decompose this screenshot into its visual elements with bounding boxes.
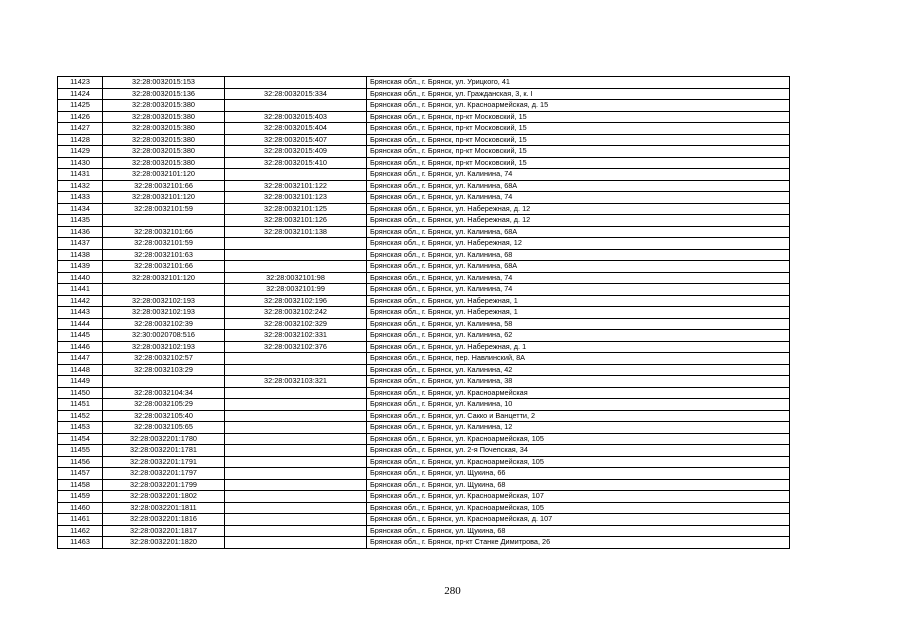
object-cadastral-number-cell: 32:28:0032101:138 xyxy=(225,226,367,238)
table-row xyxy=(58,111,790,123)
row-number-cell: 11428 xyxy=(58,134,103,146)
row-number-cell: 11459 xyxy=(58,491,103,503)
table-row xyxy=(58,180,790,192)
row-number-cell: 11424 xyxy=(58,88,103,100)
address-cell: Брянская обл., г. Брянск, ул. Калинина, 68А xyxy=(367,180,790,192)
object-cadastral-number-cell: 32:28:0032103:321 xyxy=(225,376,367,388)
address-cell: Брянская обл., г. Брянск, ул. Набережная, 12 xyxy=(367,238,790,250)
table-row xyxy=(58,387,790,399)
object-cadastral-number-cell: 32:28:0032101:125 xyxy=(225,203,367,215)
cadastral-number-cell: 32:28:0032105:65 xyxy=(103,422,225,434)
object-cadastral-number-cell xyxy=(225,468,367,480)
cadastral-number-cell: 32:28:0032015:380 xyxy=(103,111,225,123)
cadastral-number-cell xyxy=(103,215,225,227)
object-cadastral-number-cell: 32:28:0032101:123 xyxy=(225,192,367,204)
address-cell: Брянская обл., г. Брянск, ул. Красноармейская, 105 xyxy=(367,456,790,468)
object-cadastral-number-cell: 32:28:0032015:403 xyxy=(225,111,367,123)
object-cadastral-number-cell xyxy=(225,525,367,537)
address-cell: Брянская обл., г. Брянск, ул. Набережная, 1 xyxy=(367,295,790,307)
object-cadastral-number-cell xyxy=(225,456,367,468)
cadastral-number-cell: 32:28:0032201:1816 xyxy=(103,514,225,526)
address-cell: Брянская обл., г. Брянск, ул. Набережная, д. 12 xyxy=(367,215,790,227)
row-number-cell: 11433 xyxy=(58,192,103,204)
table-row xyxy=(58,307,790,319)
object-cadastral-number-cell xyxy=(225,169,367,181)
address-cell: Брянская обл., г. Брянск, ул. Красноармейская, д. 15 xyxy=(367,100,790,112)
object-cadastral-number-cell: 32:28:0032102:242 xyxy=(225,307,367,319)
address-cell: Брянская обл., г. Брянск, ул. Красноармейская, д. 107 xyxy=(367,514,790,526)
cadastral-number-cell: 32:28:0032101:120 xyxy=(103,192,225,204)
table-row xyxy=(58,238,790,250)
table-row xyxy=(58,410,790,422)
cadastral-number-cell: 32:28:0032201:1781 xyxy=(103,445,225,457)
cadastral-number-cell: 32:28:0032101:63 xyxy=(103,249,225,261)
object-cadastral-number-cell: 32:28:0032015:404 xyxy=(225,123,367,135)
table-row xyxy=(58,525,790,537)
cadastral-number-cell xyxy=(103,284,225,296)
cadastral-number-cell: 32:28:0032102:57 xyxy=(103,353,225,365)
address-cell: Брянская обл., г. Брянск, ул. Калинина, 68 xyxy=(367,249,790,261)
row-number-cell: 11448 xyxy=(58,364,103,376)
object-cadastral-number-cell xyxy=(225,364,367,376)
address-cell: Брянская обл., г. Брянск, ул. Сакко и Ванцетти, 2 xyxy=(367,410,790,422)
page-number: 280 xyxy=(444,585,461,597)
object-cadastral-number-cell xyxy=(225,238,367,250)
object-cadastral-number-cell: 32:28:0032102:329 xyxy=(225,318,367,330)
table-row xyxy=(58,215,790,227)
table-row xyxy=(58,376,790,388)
cadastral-number-cell: 32:28:0032102:193 xyxy=(103,295,225,307)
row-number-cell: 11430 xyxy=(58,157,103,169)
cadastral-number-cell: 32:28:0032201:1791 xyxy=(103,456,225,468)
row-number-cell: 11454 xyxy=(58,433,103,445)
cadastral-number-cell: 32:28:0032015:380 xyxy=(103,157,225,169)
address-cell: Брянская обл., г. Брянск, ул. Калинина, 68А xyxy=(367,261,790,273)
table-row xyxy=(58,146,790,158)
cadastral-number-cell: 32:28:0032102:39 xyxy=(103,318,225,330)
table-row xyxy=(58,203,790,215)
table-row xyxy=(58,77,790,89)
row-number-cell: 11451 xyxy=(58,399,103,411)
object-cadastral-number-cell xyxy=(225,445,367,457)
cadastral-number-cell xyxy=(103,376,225,388)
table-row xyxy=(58,330,790,342)
cadastral-number-cell: 32:28:0032015:380 xyxy=(103,134,225,146)
cadastral-number-cell: 32:28:0032101:66 xyxy=(103,261,225,273)
address-cell: Брянская обл., г. Брянск, ул. Щукина, 66 xyxy=(367,468,790,480)
object-cadastral-number-cell: 32:28:0032015:407 xyxy=(225,134,367,146)
address-cell: Брянская обл., г. Брянск, ул. Калинина, 38 xyxy=(367,376,790,388)
cadastral-number-cell: 32:28:0032201:1817 xyxy=(103,525,225,537)
table-row xyxy=(58,364,790,376)
address-cell: Брянская обл., г. Брянск, пр-кт Московский, 15 xyxy=(367,123,790,135)
address-cell: Брянская обл., г. Брянск, ул. Красноармейская xyxy=(367,387,790,399)
address-cell: Брянская обл., г. Брянск, ул. Красноармейская, 105 xyxy=(367,433,790,445)
address-cell: Брянская обл., г. Брянск, ул. Калинина, 10 xyxy=(367,399,790,411)
table-row xyxy=(58,261,790,273)
address-cell: Брянская обл., г. Брянск, ул. Калинина, 74 xyxy=(367,169,790,181)
row-number-cell: 11457 xyxy=(58,468,103,480)
row-number-cell: 11456 xyxy=(58,456,103,468)
object-cadastral-number-cell xyxy=(225,537,367,549)
table-row xyxy=(58,318,790,330)
object-cadastral-number-cell xyxy=(225,479,367,491)
cadastral-number-cell: 32:28:0032015:380 xyxy=(103,146,225,158)
object-cadastral-number-cell xyxy=(225,491,367,503)
row-number-cell: 11455 xyxy=(58,445,103,457)
object-cadastral-number-cell: 32:28:0032101:99 xyxy=(225,284,367,296)
address-cell: Брянская обл., г. Брянск, ул. Щукина, 68 xyxy=(367,525,790,537)
table-row xyxy=(58,192,790,204)
table-row xyxy=(58,169,790,181)
object-cadastral-number-cell: 32:28:0032015:334 xyxy=(225,88,367,100)
address-cell: Брянская обл., г. Брянск, пр-кт Станке Димитрова, 26 xyxy=(367,537,790,549)
cadastral-number-cell: 32:28:0032201:1820 xyxy=(103,537,225,549)
row-number-cell: 11440 xyxy=(58,272,103,284)
cadastral-number-cell: 32:28:0032101:120 xyxy=(103,169,225,181)
object-cadastral-number-cell: 32:28:0032101:98 xyxy=(225,272,367,284)
cadastral-table xyxy=(57,76,790,549)
address-cell: Брянская обл., г. Брянск, пр-кт Московский, 15 xyxy=(367,146,790,158)
cadastral-number-cell: 32:28:0032103:29 xyxy=(103,364,225,376)
table-row xyxy=(58,445,790,457)
cadastral-number-cell: 32:28:0032101:66 xyxy=(103,180,225,192)
address-cell: Брянская обл., г. Брянск, ул. 2-я Почепская, 34 xyxy=(367,445,790,457)
object-cadastral-number-cell xyxy=(225,100,367,112)
table-row xyxy=(58,284,790,296)
address-cell: Брянская обл., г. Брянск, пр-кт Московский, 15 xyxy=(367,111,790,123)
table-row xyxy=(58,100,790,112)
address-cell: Брянская обл., г. Брянск, ул. Красноармейская, 107 xyxy=(367,491,790,503)
address-cell: Брянская обл., г. Брянск, пр-кт Московский, 15 xyxy=(367,134,790,146)
cadastral-number-cell: 32:28:0032101:59 xyxy=(103,203,225,215)
row-number-cell: 11439 xyxy=(58,261,103,273)
object-cadastral-number-cell: 32:28:0032015:410 xyxy=(225,157,367,169)
row-number-cell: 11423 xyxy=(58,77,103,89)
address-cell: Брянская обл., г. Брянск, ул. Калинина, 68А xyxy=(367,226,790,238)
cadastral-number-cell: 32:28:0032015:153 xyxy=(103,77,225,89)
table-row xyxy=(58,123,790,135)
table-row xyxy=(58,399,790,411)
table-row xyxy=(58,134,790,146)
table-row xyxy=(58,249,790,261)
object-cadastral-number-cell xyxy=(225,399,367,411)
row-number-cell: 11452 xyxy=(58,410,103,422)
row-number-cell: 11429 xyxy=(58,146,103,158)
address-cell: Брянская обл., г. Брянск, ул. Калинина, 74 xyxy=(367,272,790,284)
cadastral-number-cell: 32:28:0032015:380 xyxy=(103,100,225,112)
row-number-cell: 11461 xyxy=(58,514,103,526)
cadastral-number-cell: 32:28:0032201:1797 xyxy=(103,468,225,480)
object-cadastral-number-cell: 32:28:0032015:409 xyxy=(225,146,367,158)
address-cell: Брянская обл., г. Брянск, ул. Калинина, 12 xyxy=(367,422,790,434)
cadastral-number-cell: 32:28:0032105:29 xyxy=(103,399,225,411)
cadastral-number-cell: 32:28:0032015:380 xyxy=(103,123,225,135)
table-row xyxy=(58,341,790,353)
cadastral-number-cell: 32:28:0032015:136 xyxy=(103,88,225,100)
cadastral-number-cell: 32:28:0032101:66 xyxy=(103,226,225,238)
address-cell: Брянская обл., г. Брянск, ул. Калинина, 74 xyxy=(367,284,790,296)
row-number-cell: 11432 xyxy=(58,180,103,192)
object-cadastral-number-cell xyxy=(225,433,367,445)
table-row xyxy=(58,537,790,549)
address-cell: Брянская обл., г. Брянск, ул. Калинина, 62 xyxy=(367,330,790,342)
row-number-cell: 11427 xyxy=(58,123,103,135)
cadastral-number-cell: 32:28:0032201:1802 xyxy=(103,491,225,503)
row-number-cell: 11435 xyxy=(58,215,103,227)
address-cell: Брянская обл., г. Брянск, ул. Набережная, д. 12 xyxy=(367,203,790,215)
object-cadastral-number-cell: 32:28:0032102:196 xyxy=(225,295,367,307)
address-cell: Брянская обл., г. Брянск, ул. Калинина, 74 xyxy=(367,192,790,204)
row-number-cell: 11460 xyxy=(58,502,103,514)
row-number-cell: 11446 xyxy=(58,341,103,353)
table-row xyxy=(58,295,790,307)
table-row xyxy=(58,433,790,445)
address-cell: Брянская обл., г. Брянск, ул. Красноармейская, 105 xyxy=(367,502,790,514)
object-cadastral-number-cell xyxy=(225,261,367,273)
table-row xyxy=(58,157,790,169)
address-cell: Брянская обл., г. Брянск, ул. Урицкого, 41 xyxy=(367,77,790,89)
table-body xyxy=(58,77,790,549)
address-cell: Брянская обл., г. Брянск, ул. Калинина, 42 xyxy=(367,364,790,376)
address-cell: Брянская обл., г. Брянск, ул. Набережная, 1 xyxy=(367,307,790,319)
address-cell: Брянская обл., г. Брянск, ул. Набережная, д. 1 xyxy=(367,341,790,353)
address-cell: Брянская обл., г. Брянск, ул. Щукина, 68 xyxy=(367,479,790,491)
row-number-cell: 11444 xyxy=(58,318,103,330)
row-number-cell: 11425 xyxy=(58,100,103,112)
object-cadastral-number-cell: 32:28:0032101:122 xyxy=(225,180,367,192)
table-row xyxy=(58,272,790,284)
table-row xyxy=(58,88,790,100)
row-number-cell: 11443 xyxy=(58,307,103,319)
object-cadastral-number-cell xyxy=(225,514,367,526)
cadastral-number-cell: 32:28:0032102:193 xyxy=(103,307,225,319)
row-number-cell: 11431 xyxy=(58,169,103,181)
table-row xyxy=(58,502,790,514)
object-cadastral-number-cell: 32:28:0032102:376 xyxy=(225,341,367,353)
row-number-cell: 11426 xyxy=(58,111,103,123)
cadastral-number-cell: 32:28:0032105:40 xyxy=(103,410,225,422)
object-cadastral-number-cell xyxy=(225,410,367,422)
row-number-cell: 11445 xyxy=(58,330,103,342)
row-number-cell: 11438 xyxy=(58,249,103,261)
table-row xyxy=(58,468,790,480)
table-row xyxy=(58,456,790,468)
row-number-cell: 11449 xyxy=(58,376,103,388)
row-number-cell: 11437 xyxy=(58,238,103,250)
row-number-cell: 11434 xyxy=(58,203,103,215)
row-number-cell: 11463 xyxy=(58,537,103,549)
address-cell: Брянская обл., г. Брянск, ул. Калинина, 58 xyxy=(367,318,790,330)
row-number-cell: 11441 xyxy=(58,284,103,296)
row-number-cell: 11447 xyxy=(58,353,103,365)
object-cadastral-number-cell xyxy=(225,422,367,434)
cadastral-number-cell: 32:28:0032102:193 xyxy=(103,341,225,353)
cadastral-number-cell: 32:28:0032104:34 xyxy=(103,387,225,399)
row-number-cell: 11436 xyxy=(58,226,103,238)
row-number-cell: 11462 xyxy=(58,525,103,537)
table-row xyxy=(58,491,790,503)
table-row xyxy=(58,514,790,526)
row-number-cell: 11458 xyxy=(58,479,103,491)
row-number-cell: 11450 xyxy=(58,387,103,399)
cadastral-number-cell: 32:28:0032201:1799 xyxy=(103,479,225,491)
address-cell: Брянская обл., г. Брянск, пр-кт Московский, 15 xyxy=(367,157,790,169)
object-cadastral-number-cell xyxy=(225,249,367,261)
object-cadastral-number-cell xyxy=(225,502,367,514)
row-number-cell: 11442 xyxy=(58,295,103,307)
object-cadastral-number-cell xyxy=(225,77,367,89)
table-row xyxy=(58,479,790,491)
cadastral-number-cell: 32:28:0032201:1811 xyxy=(103,502,225,514)
cadastral-number-cell: 32:28:0032201:1780 xyxy=(103,433,225,445)
address-cell: Брянская обл., г. Брянск, пер. Навлинский, 8А xyxy=(367,353,790,365)
object-cadastral-number-cell: 32:28:0032102:331 xyxy=(225,330,367,342)
object-cadastral-number-cell xyxy=(225,387,367,399)
row-number-cell: 11453 xyxy=(58,422,103,434)
table-row xyxy=(58,226,790,238)
address-cell: Брянская обл., г. Брянск, ул. Гражданская, 3, к. I xyxy=(367,88,790,100)
cadastral-number-cell: 32:28:0032101:59 xyxy=(103,238,225,250)
object-cadastral-number-cell: 32:28:0032101:126 xyxy=(225,215,367,227)
object-cadastral-number-cell xyxy=(225,353,367,365)
table-row xyxy=(58,422,790,434)
table-row xyxy=(58,353,790,365)
cadastral-number-cell: 32:30:0020708:516 xyxy=(103,330,225,342)
cadastral-number-cell: 32:28:0032101:120 xyxy=(103,272,225,284)
